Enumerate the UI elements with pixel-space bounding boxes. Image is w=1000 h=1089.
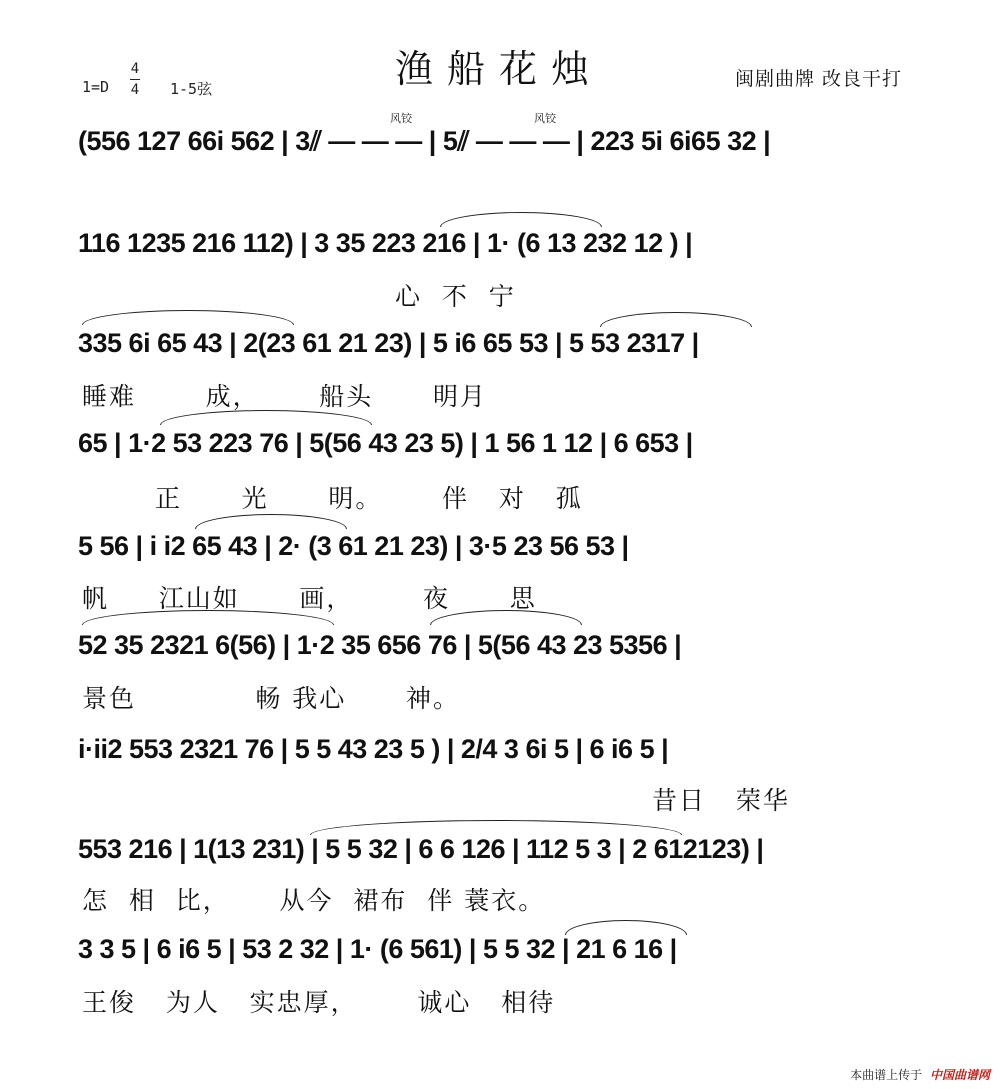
score-title: 渔船花烛: [395, 47, 604, 91]
notation-row-6: 52 35 2321 6(56) | 1·2 35 656 76 | 5(56 43 23 5356 |: [78, 630, 682, 660]
time-bottom: 4: [130, 82, 140, 98]
slur: [440, 212, 602, 227]
tremolo-mark-2: 风铰: [534, 112, 556, 125]
tremolo-mark-1: 风铰: [390, 112, 412, 125]
notation-row-5: 5 56 | i i2 65 43 | 2· (3 61 21 23) | 3·5 23 56 53 |: [78, 531, 629, 561]
lyrics-row-3: 睡难 成， 船头 明月: [82, 382, 487, 411]
slur: [195, 514, 347, 529]
notation-row-2: 116 1235 216 112) | 3 35 223 216 | 1· (6 13 232 12 ) |: [78, 228, 693, 258]
footer-upload-text: 本曲谱上传于: [850, 1068, 923, 1082]
lyrics-row-2: 心 不 宁: [395, 282, 516, 311]
composer-credit: 闽剧曲牌 改良干打: [735, 68, 903, 90]
footer-credit: [850, 1066, 990, 1083]
slur: [310, 820, 682, 835]
time-top: 4: [130, 61, 140, 77]
lyrics-row-5: 帆 江山如 画， 夜 思: [82, 584, 537, 613]
time-signature: [130, 60, 140, 99]
lyrics-row-9: 王俊 为人 实忠厚， 诚心 相待: [82, 988, 556, 1017]
site-logo[interactable]: 中国曲谱网: [929, 1068, 990, 1082]
slur: [565, 920, 687, 935]
slur: [600, 312, 752, 327]
notation-row-9: 3 3 5 | 6 i6 5 | 53 2 32 | 1· (6 561) | 5 5 32 | 21 6 16 |: [78, 934, 677, 964]
notation-row-7: i·ii2 553 2321 76 | 5 5 43 23 5 ) | 2/4 3 6i 5 | 6 i6 5 |: [78, 734, 669, 764]
notation-row-1: (556 127 66i 562 | 3⫽ — — — | 5⫽ — — — | 223 5i 6i65 32 |: [78, 126, 771, 156]
notation-row-4: 65 | 1·2 53 223 76 | 5(56 43 23 5) | 1 56 1 12 | 6 653 |: [78, 428, 693, 458]
lyrics-row-7: 昔日 荣华: [652, 786, 790, 815]
lyrics-row-6: 景色 畅 我心 神。: [82, 684, 460, 713]
lyrics-row-4: 正 光 明。 伴 对 孤: [155, 484, 583, 513]
key-signature: 1=D: [82, 78, 110, 96]
lyrics-row-8: 怎 相 比， 从今 裙布 伴 蓑衣。: [82, 886, 546, 915]
slur: [160, 410, 372, 425]
notation-row-3: 335 6i 65 43 | 2(23 61 21 23) | 5 i6 65 53 | 5 53 2317 |: [78, 328, 699, 358]
tuning-label: 1-5弦: [170, 80, 213, 98]
slur: [82, 310, 294, 325]
notation-row-8: 553 216 | 1(13 231) | 5 5 32 | 6 6 126 | 112 5 3 | 2 612123) |: [78, 834, 764, 864]
